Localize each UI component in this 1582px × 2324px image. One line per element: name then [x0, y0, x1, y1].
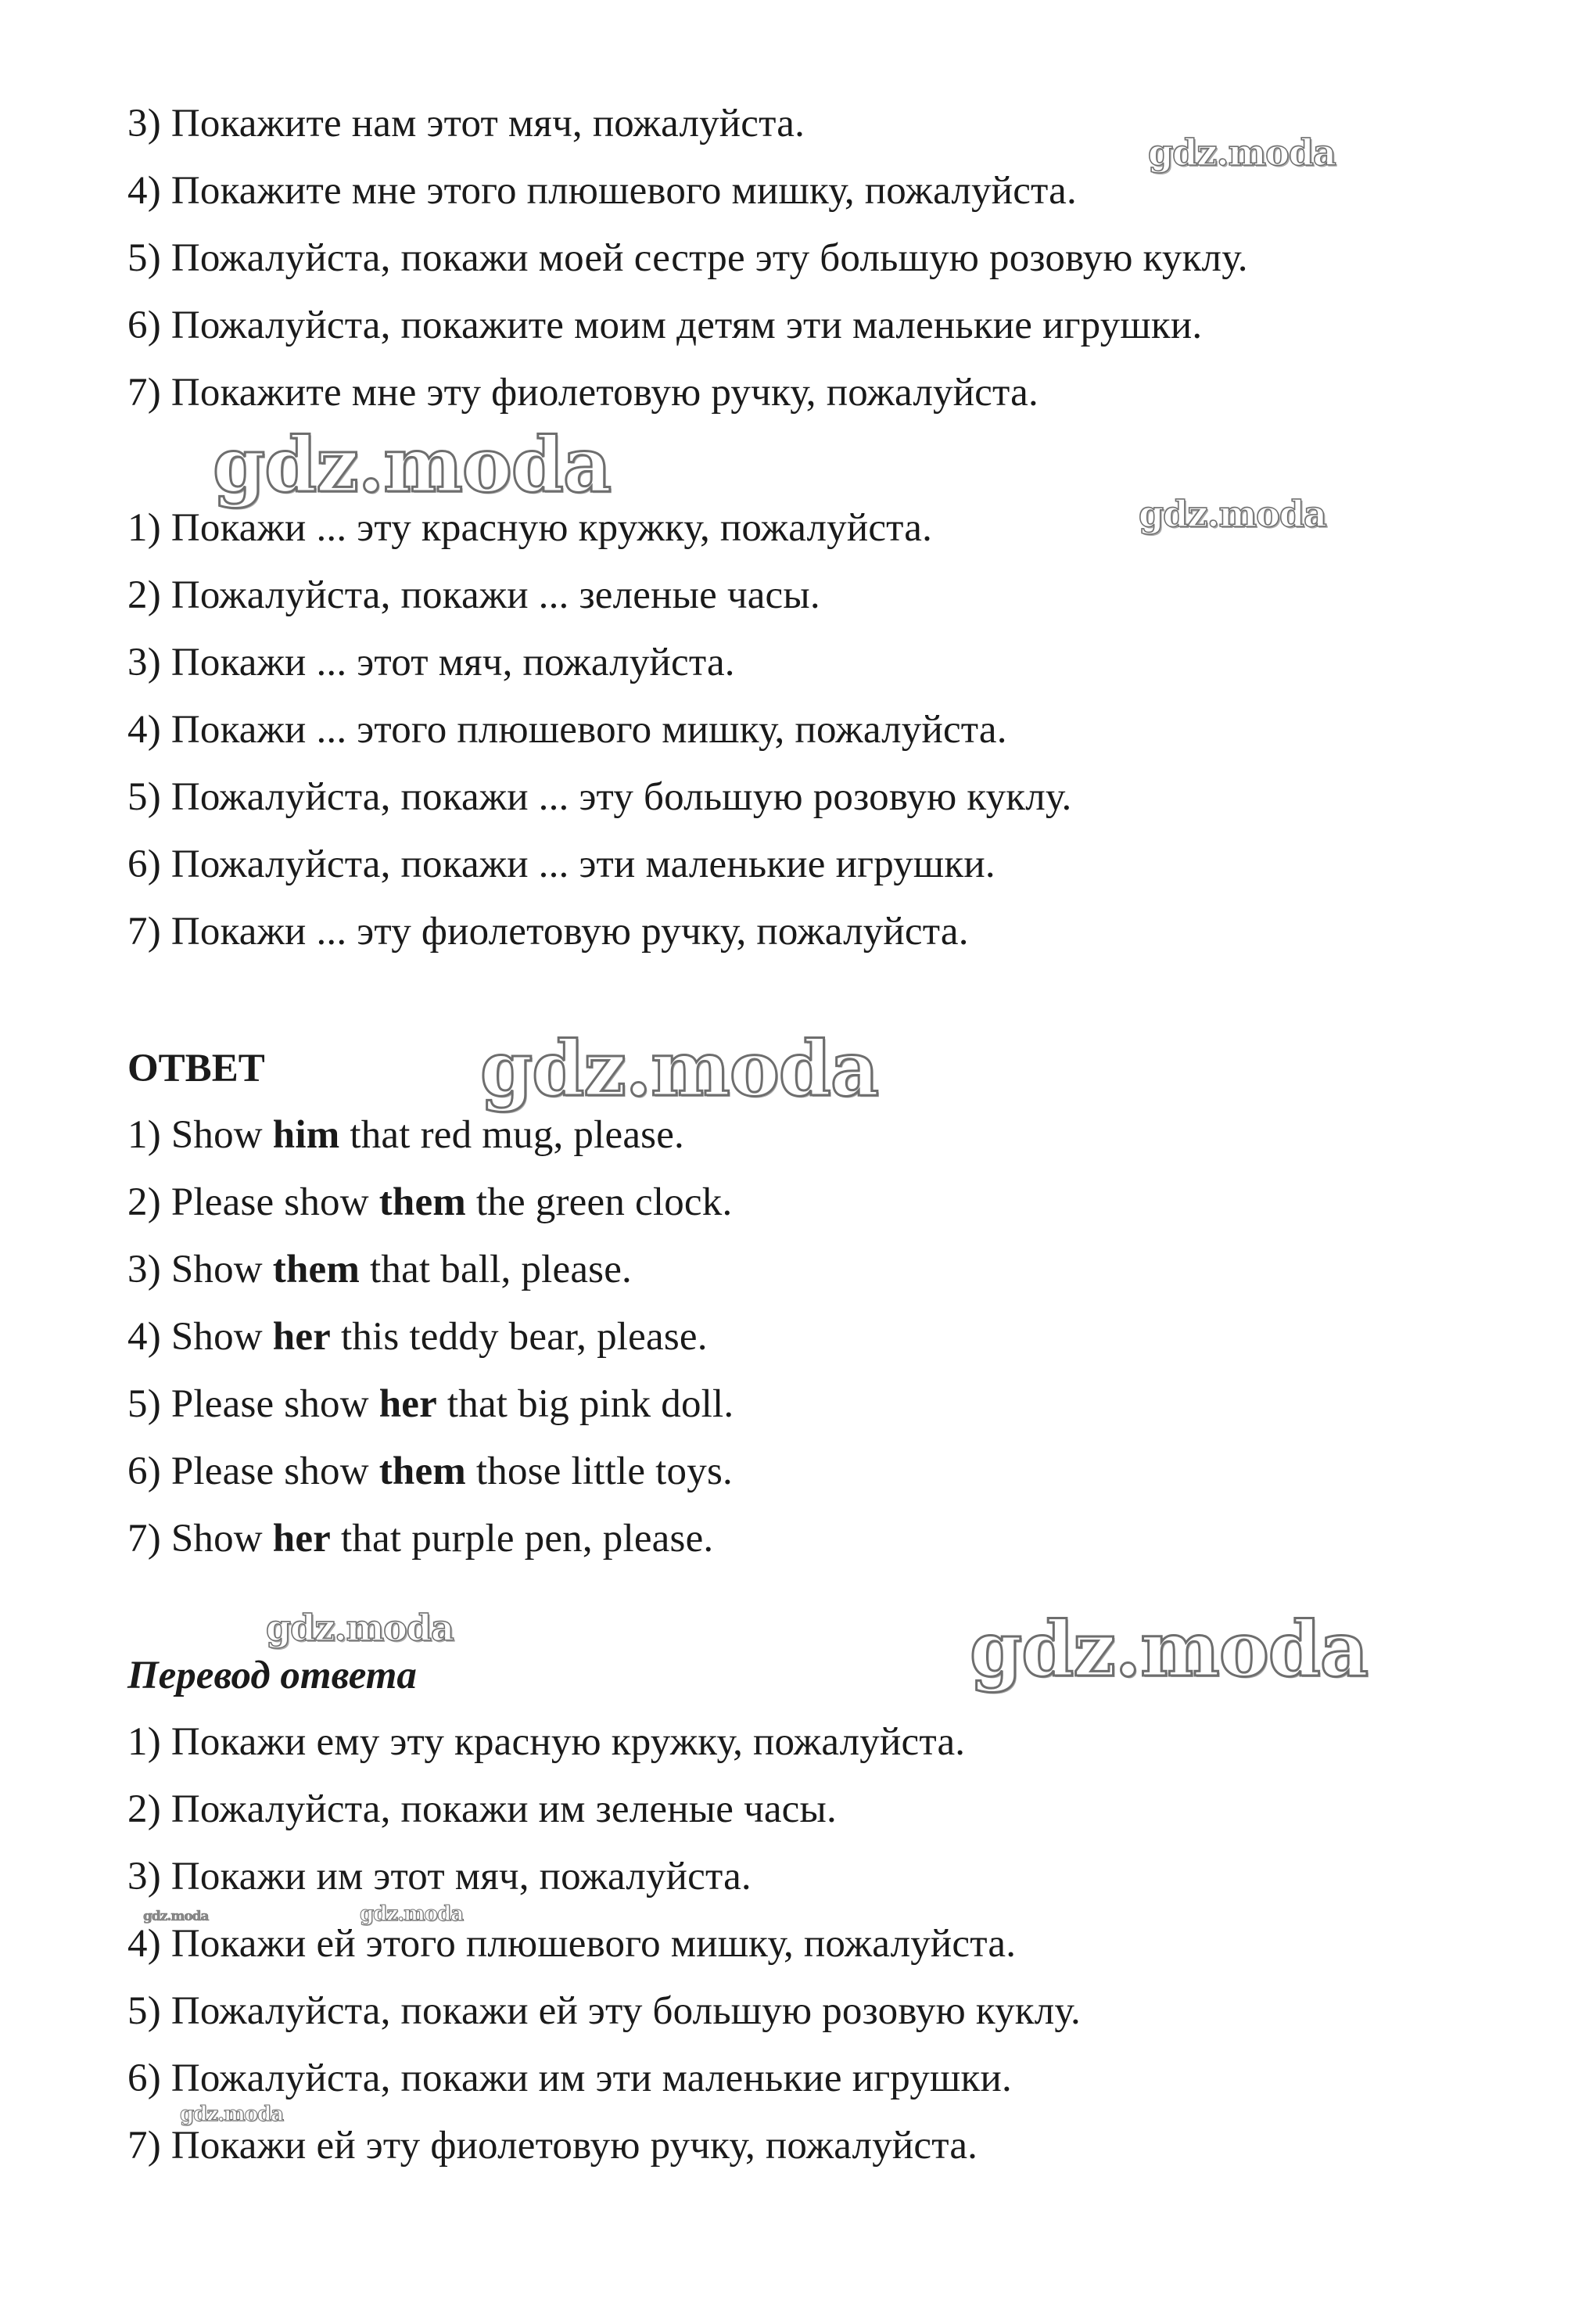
- answer-line: [127, 1112, 684, 1158]
- blank-line: 6) Пожалуйста, покажи ... эти маленькие игрушки.: [127, 842, 995, 886]
- answer-text: the green clock.: [465, 1180, 733, 1224]
- answer-heading: ОТВЕТ: [127, 1047, 265, 1090]
- task-line: 6) Пожалуйста, покажите моим детям эти маленькие игрушки.: [127, 304, 1203, 347]
- blank-line: 2) Пожалуйста, покажи ... зеленые часы.: [127, 573, 820, 617]
- answer-text: 1) Show: [127, 1113, 273, 1157]
- watermark: gdz.moda: [143, 1909, 209, 1924]
- translation-line: 7) Покажи ей эту фиолетовую ручку, пожалуйста.: [127, 2124, 978, 2168]
- answer-text: 6) Please show: [127, 1449, 379, 1493]
- watermark: gdz.moda: [1148, 131, 1336, 174]
- answer-text: 4) Show: [127, 1315, 273, 1359]
- blank-line: 4) Покажи ... этого плюшевого мишку, пожалуйста.: [127, 708, 1007, 752]
- blank-line: 7) Покажи ... эту фиолетовую ручку, пожалуйста.: [127, 910, 969, 954]
- translation-line: 6) Пожалуйста, покажи им эти маленькие игрушки.: [127, 2056, 1012, 2100]
- answer-pronoun: her: [272, 1315, 332, 1359]
- answer-line: [127, 1448, 733, 1495]
- answer-pronoun: her: [378, 1382, 437, 1426]
- translation-line: 2) Пожалуйста, покажи им зеленые часы.: [127, 1787, 837, 1831]
- task-line: 7) Покажите мне эту фиолетовую ручку, пожалуйста.: [127, 371, 1039, 415]
- answer-line: [127, 1381, 734, 1428]
- task-line: 4) Покажите мне этого плюшевого мишку, пожалуйста.: [127, 169, 1077, 213]
- watermark: gdz.moda: [360, 1902, 464, 1926]
- answer-line: [127, 1179, 732, 1226]
- answer-text: that ball, please.: [360, 1248, 632, 1291]
- watermark: gdz.moda: [266, 1607, 454, 1649]
- task-line: 5) Пожалуйста, покажи моей сестре эту большую розовую куклу.: [127, 236, 1248, 280]
- translation-line: 1) Покажи ему эту красную кружку, пожалуйста.: [127, 1720, 966, 1764]
- task-line: 3) Покажите нам этот мяч, пожалуйста.: [127, 102, 805, 145]
- answer-pronoun: them: [378, 1449, 466, 1493]
- blank-line: 1) Покажи ... эту красную кружку, пожалуйста.: [127, 506, 933, 550]
- blank-line: 5) Пожалуйста, покажи ... эту большую розовую куклу.: [127, 775, 1072, 819]
- watermark: gdz.moda: [213, 421, 612, 509]
- answer-line: [127, 1246, 632, 1293]
- translation-line: 3) Покажи им этот мяч, пожалуйста.: [127, 1855, 752, 1898]
- answer-pronoun: them: [378, 1180, 466, 1224]
- watermark: gdz.moda: [1139, 493, 1326, 535]
- answer-text: 7) Show: [127, 1517, 273, 1561]
- translation-heading: Перевод ответа: [127, 1654, 417, 1697]
- blank-line: 3) Покажи ... этот мяч, пожалуйста.: [127, 641, 735, 684]
- answer-text: that red mug, please.: [339, 1113, 684, 1157]
- watermark: gdz.moda: [180, 2103, 284, 2126]
- answer-line: [127, 1515, 713, 1562]
- answer-text: those little toys.: [465, 1449, 733, 1493]
- answer-pronoun: her: [272, 1517, 332, 1561]
- answer-text: 3) Show: [127, 1248, 273, 1291]
- answer-text: that purple pen, please.: [331, 1517, 714, 1561]
- watermark: gdz.moda: [970, 1605, 1369, 1694]
- answer-pronoun: him: [272, 1113, 340, 1157]
- answer-pronoun: them: [272, 1248, 361, 1291]
- translation-line: 5) Пожалуйста, покажи ей эту большую розовую куклу.: [127, 1989, 1081, 2033]
- answer-text: 2) Please show: [127, 1180, 379, 1224]
- watermark: gdz.moda: [480, 1025, 879, 1113]
- translation-line: 4) Покажи ей этого плюшевого мишку, пожалуйста.: [127, 1922, 1017, 1966]
- answer-text: that big pink doll.: [436, 1382, 734, 1426]
- answer-text: 5) Please show: [127, 1382, 379, 1426]
- answer-line: [127, 1313, 708, 1360]
- answer-text: this teddy bear, please.: [331, 1315, 708, 1359]
